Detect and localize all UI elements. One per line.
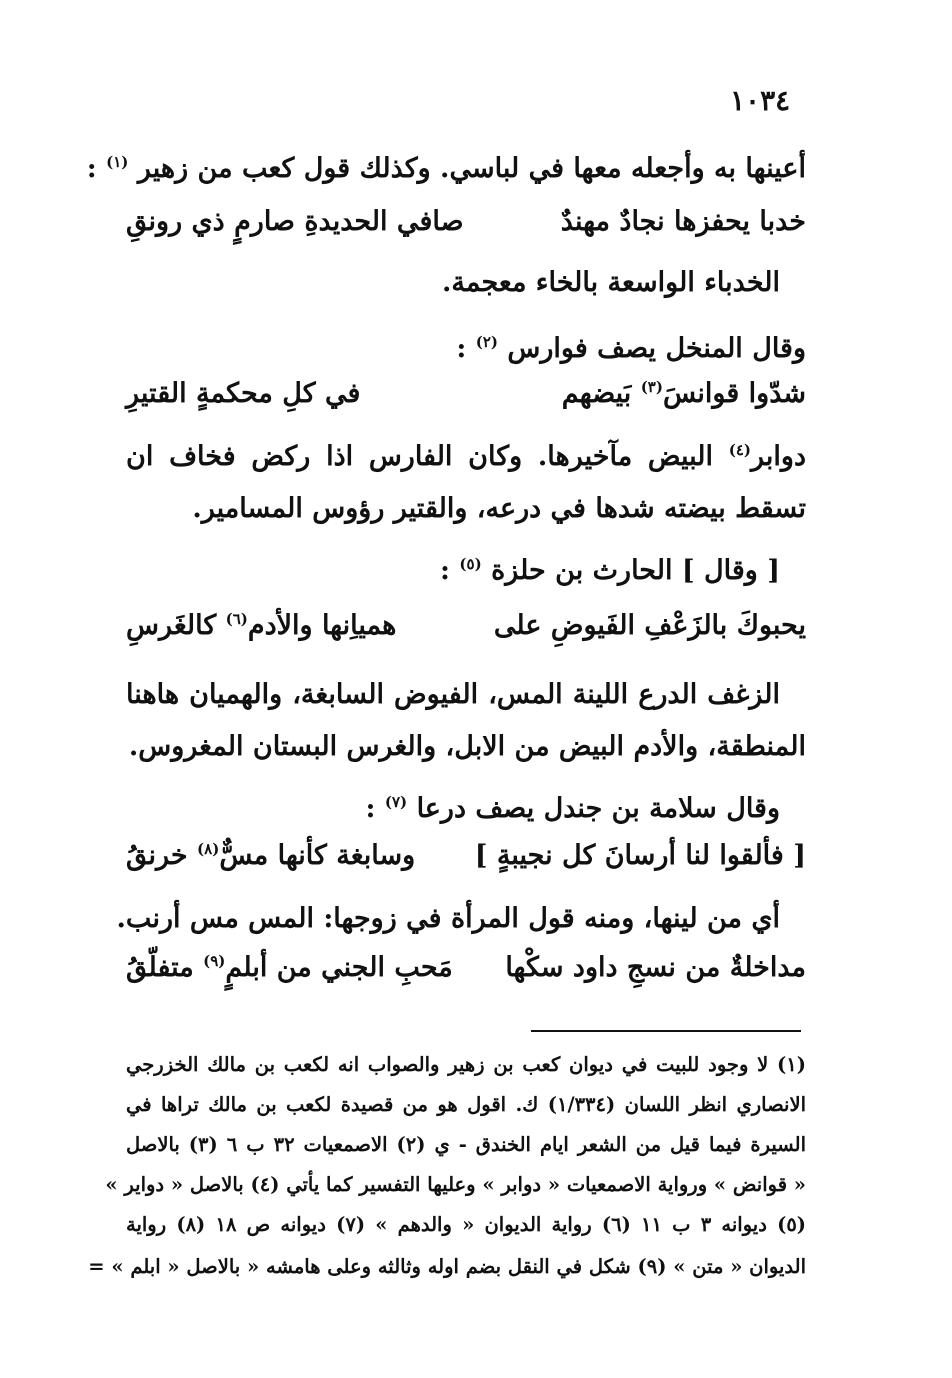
prose-line xyxy=(126,552,780,590)
note-line xyxy=(126,438,806,476)
verse-second-hemistich: في كلِ محكمةٍ القتيرِ xyxy=(126,378,361,409)
prose-line xyxy=(126,330,806,368)
prose-text: وقال سلامة بن جندل يصف درعا xyxy=(416,793,780,824)
prose-text: أعينها به وأجعله معها في لباسي. وكذلك قول كعب من زهير xyxy=(137,153,806,184)
footnote-marker: (٦) xyxy=(225,610,248,628)
prose-line xyxy=(126,790,780,828)
verse-text: وسابغة كأنها مسٌّ xyxy=(219,840,416,871)
verse-line xyxy=(126,606,806,646)
verse-line xyxy=(126,202,806,242)
note-text: الزغف الدرع اللينة المس، الفيوض السابغة، والهميان هاهنا xyxy=(126,679,780,710)
footnote-marker: (٧) xyxy=(384,793,408,811)
prose-tail: : xyxy=(86,153,97,184)
footnote-marker: (٥) xyxy=(459,555,482,573)
footnote-marker: (٨) xyxy=(197,840,220,858)
note-line xyxy=(126,728,806,766)
note-line xyxy=(126,676,780,714)
footnote-line: « قوانض » ورواية الاصمعيات « دوابر » وعليها التفسير كما يأتي (٤) بالاصل « دواير » xyxy=(105,1173,806,1196)
note-text: تسقط بيضته شدها في درعه، والقتير رؤوس المسامير. xyxy=(192,493,806,524)
page-number: ١٠٣٤ xyxy=(730,84,791,117)
note-line xyxy=(126,264,780,302)
verse-text: شدّوا قوانسَ xyxy=(662,378,806,409)
verse-text-tail: متفلّقُ xyxy=(126,952,204,983)
verse-text-tail: خرنقُ xyxy=(126,840,198,871)
verse-line xyxy=(126,374,806,414)
prose-text: [ وقال ] الحارث بن حلزة xyxy=(491,555,780,586)
prose-tail: : xyxy=(440,555,450,586)
verse-first-hemistich xyxy=(562,374,806,414)
footnote-line: السيرة فيما قيل من الشعر ايام الخندق - ي (٢) الاصمعيات ٣٢ ب ٦ (٣) بالاصل xyxy=(126,1133,807,1156)
footnote-marker: (٤) xyxy=(728,441,752,459)
verse-text: همياِنها والأدم xyxy=(247,610,397,641)
verse-second-hemistich xyxy=(126,836,415,876)
note-text: المنطقة، والأدم البيض من الابل، والغرس البستان المغروس. xyxy=(128,731,806,762)
verse-first-hemistich: يحبوكَ بالزَعْفِ الفَيوضِ على xyxy=(493,610,806,641)
verse-first-hemistich: [ فألقوا لنا أرسانَ كل نجيبةٍ ] xyxy=(474,840,806,871)
footnote-line: (١) لا وجود للبيت في ديوان كعب بن زهير والصواب انه لكعب بن مالك الخزرجي xyxy=(126,1053,806,1076)
prose-tail: : xyxy=(456,333,467,364)
footnote-marker: (٢) xyxy=(475,333,498,351)
verse-second-hemistich xyxy=(126,606,396,646)
note-line xyxy=(126,490,806,528)
verse-line xyxy=(126,836,806,876)
note-text: الخدباء الواسعة بالخاء معجمة. xyxy=(442,267,780,298)
note-text: دوابر xyxy=(751,441,806,472)
footnote-marker: (٩) xyxy=(203,952,226,970)
note-text: أي من لينها، ومنه قول المرأة في زوجها: المس مس أرنب. xyxy=(116,903,780,934)
verse-text-tail: كالغَرسِ xyxy=(126,610,226,641)
footnote-line: الانصاري انظر اللسان (١/٣٣٤) ك. اقول هو من قصيدة لكعب بن مالك تراها في xyxy=(126,1093,806,1116)
verse-line xyxy=(126,948,806,988)
footnote-separator xyxy=(531,1030,801,1032)
note-text-tail: البيض مآخيرها. وكان الفارس اذا ركض فخاف ان xyxy=(126,441,729,472)
note-line xyxy=(116,900,780,938)
prose-line xyxy=(86,150,806,188)
footnote-marker: (١) xyxy=(106,153,129,171)
verse-first-hemistich: مداخلةٌ من نسجِ داود سكْها xyxy=(505,952,806,983)
footnote-line: الديوان « متن » (٩) شكل في النقل بضم اوله وثالثه وعلى هامشه « بالاصل « ابلم » = xyxy=(88,1255,806,1278)
prose-text: وقال المنخل يصف فوارس xyxy=(507,333,806,364)
footnote-line: (٥) ديوانه ٣ ب ١١ (٦) رواية الديوان « والدهم » (٧) ديوانه ص ١٨ (٨) رواية xyxy=(126,1213,807,1236)
verse-second-hemistich xyxy=(126,948,453,988)
verse-second-hemistich: صافي الحديدةِ صارمٍ ذي رونقِ xyxy=(126,206,464,237)
verse-first-hemistich: خدبا يحفزها نجادٌ مهندٌ xyxy=(560,206,806,237)
prose-tail: : xyxy=(365,793,376,824)
footnote-marker: (٣) xyxy=(640,378,663,396)
verse-text-tail: بَيضهم xyxy=(561,378,641,409)
verse-text: مَحبِ الجني من أبلمٍ xyxy=(225,952,453,983)
